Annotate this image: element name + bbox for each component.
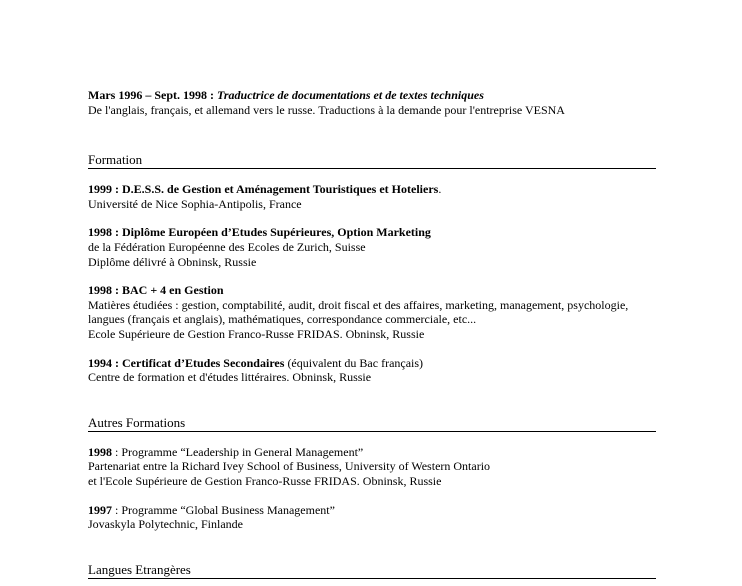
cv-page bbox=[88, 88, 656, 579]
formation-item-line: Matières étudiées : gestion, comptabilité, audit, droit fiscal et des affaires, marketing, management, psychologie, bbox=[88, 297, 629, 312]
formation-item-title-line bbox=[88, 225, 656, 240]
autres-item-title-line bbox=[88, 445, 656, 460]
formation-item-line: Diplôme délivré à Obninsk, Russie bbox=[88, 254, 257, 269]
autres-item-year: 1998 bbox=[88, 444, 112, 459]
formation-item-line: Ecole Supérieure de Gestion Franco-Russe FRIDAS. Obninsk, Russie bbox=[88, 326, 425, 341]
formation-item-title: 1998 : Diplôme Européen d’Etudes Supérieures, Option Marketing bbox=[88, 225, 431, 240]
experience-title: Traductrice de documentations et de textes techniques bbox=[217, 88, 484, 102]
section-heading-formation: Formation bbox=[88, 152, 656, 169]
autres-item-title-line bbox=[88, 503, 656, 518]
autres-item bbox=[88, 445, 656, 489]
formation-item-title: 1994 : Certificat d’Etudes Secondaires bbox=[88, 355, 285, 370]
formation-item-title-suffix: (équivalent du Bac français) bbox=[284, 355, 424, 370]
experience-date: Mars 1996 – Sept. 1998 : bbox=[88, 88, 214, 102]
formation-item-title: 1999 : D.E.S.S. de Gestion et Aménagement Touristiques et Hoteliers bbox=[88, 182, 439, 197]
formation-item bbox=[88, 283, 656, 341]
formation-item-title-line bbox=[88, 283, 656, 298]
autres-item-program: : Programme “Leadership in General Management” bbox=[112, 444, 364, 459]
formation-item-line: Université de Nice Sophia-Antipolis, France bbox=[88, 196, 302, 211]
experience-entry bbox=[88, 88, 656, 117]
autres-item-program: : Programme “Global Business Management” bbox=[112, 502, 335, 517]
section-heading-langues: Langues Etrangères bbox=[88, 562, 656, 579]
section-heading-autres-formations: Autres Formations bbox=[88, 415, 656, 432]
formation-item-title-line bbox=[88, 356, 656, 371]
experience-description: De l'anglais, français, et allemand vers le russe. Traductions à la demande pour l'entreprise VESNA bbox=[88, 102, 565, 117]
autres-item-line: Partenariat entre la Richard Ivey School of Business, University of Western Ontario bbox=[88, 459, 491, 474]
formation-item-title-suffix: . bbox=[438, 182, 442, 197]
formation-item bbox=[88, 356, 656, 385]
formation-item-line: langues (français et anglais), mathématiques, correspondance commerciale, etc... bbox=[88, 312, 477, 327]
experience-title-line bbox=[88, 88, 656, 103]
formation-item bbox=[88, 182, 656, 211]
formation-item-title: 1998 : BAC + 4 en Gestion bbox=[88, 283, 224, 298]
autres-item bbox=[88, 503, 656, 532]
autres-item-line: et l'Ecole Supérieure de Gestion Franco-Russe FRIDAS. Obninsk, Russie bbox=[88, 473, 442, 488]
autres-item-year: 1997 bbox=[88, 502, 112, 517]
formation-item bbox=[88, 225, 656, 269]
formation-item-line: Centre de formation et d'études littéraires. Obninsk, Russie bbox=[88, 370, 372, 385]
autres-item-line: Jovaskyla Polytechnic, Finlande bbox=[88, 517, 243, 532]
formation-item-title-line bbox=[88, 182, 656, 197]
formation-item-line: de la Fédération Européenne des Ecoles de Zurich, Suisse bbox=[88, 239, 366, 254]
